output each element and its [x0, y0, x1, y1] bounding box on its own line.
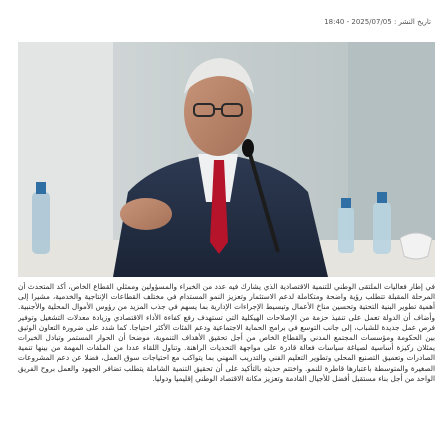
article-body — [18, 282, 435, 434]
publish-date — [324, 18, 431, 27]
article-photo-illustration — [18, 42, 435, 277]
publish-date-value: 2025/07/05 - 18:40 — [324, 18, 392, 26]
article-photo — [18, 42, 435, 277]
publish-date-sep: : — [391, 18, 397, 26]
publish-date-label: تاريخ النشر — [398, 18, 431, 26]
article-paragraph: في إطار فعاليات الملتقى الوطني للتنمية الاقتصادية الذي يشارك فيه عدد من الخبراء والمسؤولين وممثلي القطاع الخاص، أكد المتحدث أن المرحلة المقبلة تتطلب رؤية واضحة ومتكاملة لدعم الاستثمار وتعزيز النمو المستدام في مختلف القطاعات الإنتاجية والخدمية، مشيرا إلى أهمية تطوير البنية التحتية وتحسين مناخ الأعمال وتبسيط الإجراءات الإدارية بما يسهم في جذب المزيد من رؤوس الأموال المحلية والأجنبية. وأضاف أن الدولة تعمل على تنفيذ حزمة من الإصلاحات الهيكلية التي تستهدف رفع كفاءة الأداء الاقتصادي وزيادة معدلات التشغيل وتوفير فرص عمل جديدة للشباب، إلى جانب التوسع في برامج الحماية الاجتماعية ودعم الفئات الأكثر احتياجا. كما شدد على ضرورة التعاون الوثيق بين الحكومة ومؤسسات المجتمع المدني والقطاع الخاص من أجل تحقيق الأهداف التنموية، موضحا أن الحوار المستمر وتبادل الخبرات يمثلان ركيزة أساسية لصياغة سياسات فعالة قادرة على مواجهة التحديات الراهنة. وتناول اللقاء عددا من الملفات المهمة من بينها تنمية الصادرات وتعميق التصنيع المحلي وتطوير التعليم الفني والتدريب المهني بما يتواكب مع احتياجات سوق العمل، فضلا عن دعم المشروعات الصغيرة والمتوسطة باعتبارها قاطرة للنمو. واختتم حديثه بالتأكيد على أن تحقيق التنمية الشاملة يتطلب تضافر الجهود والعمل بروح الفريق الواحد من أجل بناء مستقبل أفضل للأجيال القادمة وتعزيز مكانة الاقتصاد الوطني إقليميا ودوليا. — [18, 282, 435, 383]
